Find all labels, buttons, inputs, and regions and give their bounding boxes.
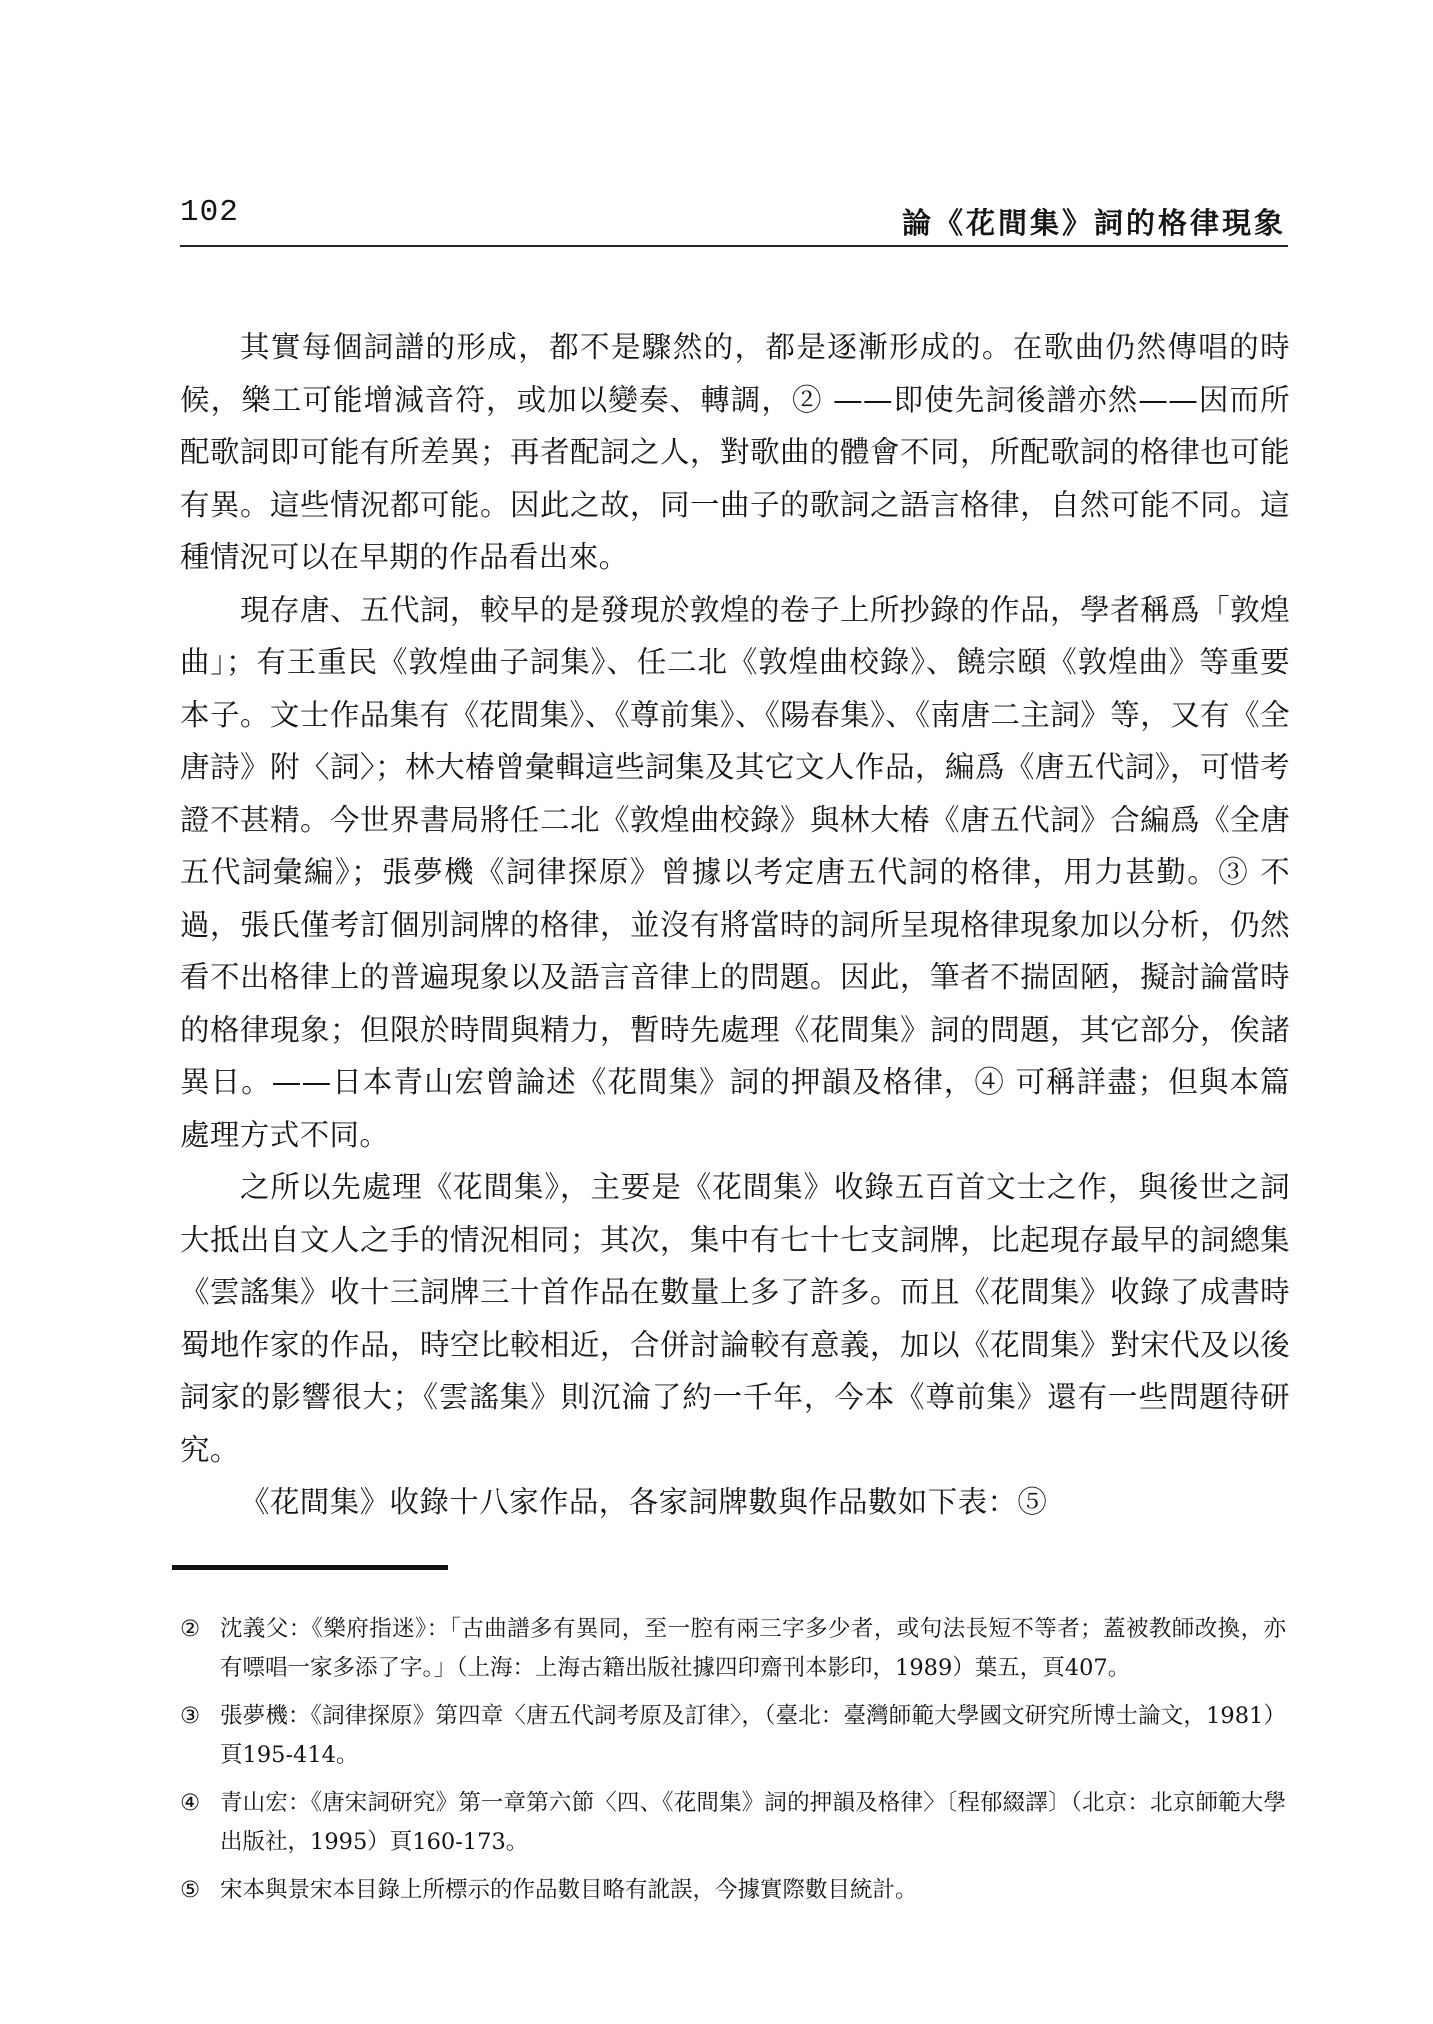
- paragraph: 之所以先處理《花間集》，主要是《花間集》收錄五百首文士之作，與後世之詞大抵出自文人之手的情況相同；其次，集中有七十七支詞牌，比起現存最早的詞總集《雲謠集》收十三詞牌三十首作品在數量上多了許多。而且《花間集》收錄了成書時蜀地作家的作品，時空比較相近，合併討論較有意義，加以《花間集》對宋代及以後詞家的影響很大；《雲謠集》則沉淪了約一千年，今本《尊前集》還有一些問題待研究。: [180, 1170, 1290, 1467]
- footnote-text: 宋本與景宋本目錄上所標示的作品數目略有訛誤，今據實際數目統計。: [220, 1877, 918, 1903]
- footnote-mark: ④: [180, 1790, 201, 1816]
- footnote-mark: ③: [180, 1703, 201, 1729]
- footnote-mark: ②: [180, 1616, 201, 1642]
- header-rule: [180, 245, 1288, 247]
- footnote-text: 沈義父：《樂府指迷》：「古曲譜多有異同，至一腔有兩三字多少者，或句法長短不等者；蓋被教師改換，亦有嘌唱一家多添了字。」（上海：上海古籍出版社據四印齋刊本影印，1989）葉五，頁407。: [220, 1616, 1286, 1681]
- footnotes: [180, 1610, 1286, 1919]
- footnote-text: 青山宏：《唐宋詞研究》第一章第六節〈四、《花間集》詞的押韻及格律〉〔程郁綴譯〕（北京：北京師範大學出版社，1995）頁160-173。: [220, 1790, 1286, 1855]
- paragraph: 其實每個詞譜的形成，都不是驟然的，都是逐漸形成的。在歌曲仍然傳唱的時候，樂工可能增減音符，或加以變奏、轉調，② ——即使先詞後譜亦然——因而所配歌詞即可能有所差異；再者配詞之人，對歌曲的體會不同，所配歌詞的格律也可能有異。這些情況都可能。因此之故，同一曲子的歌詞之語言格律，自然可能不同。這種情況可以在早期的作品看出來。: [180, 330, 1290, 574]
- footnote-mark: ⑤: [180, 1877, 201, 1903]
- footnote: [180, 1871, 1286, 1910]
- paragraph: 現存唐、五代詞，較早的是發現於敦煌的卷子上所抄錄的作品，學者稱爲「敦煌曲」；有王重民《敦煌曲子詞集》、任二北《敦煌曲校錄》、饒宗頤《敦煌曲》等重要本子。文士作品集有《花間集》、《尊前集》、《陽春集》、《南唐二主詞》等，又有《全唐詩》附〈詞〉；林大椿曾彙輯這些詞集及其它文人作品，編爲《唐五代詞》，可惜考證不甚精。今世界書局將任二北《敦煌曲校錄》與林大椿《唐五代詞》合編爲《全唐五代詞彙編》；張夢機《詞律探原》曾據以考定唐五代詞的格律，用力甚勤。③ 不過，張氏僅考訂個別詞牌的格律，並沒有將當時的詞所呈現格律現象加以分析，仍然看不出格律上的普遍現象以及語言音律上的問題。因此，筆者不揣固陋，擬討論當時的格律現象；但限於時間與精力，暫時先處理《花間集》詞的問題，其它部分，俟諸異日。——日本青山宏曾論述《花間集》詞的押韻及格律，④ 可稱詳盡；但與本篇處理方式不同。: [180, 592, 1290, 1152]
- page-number: 102: [180, 195, 239, 230]
- paragraph: 《花間集》收錄十八家作品，各家詞牌數與作品數如下表：⑤: [240, 1485, 1048, 1519]
- running-title: 論《花間集》詞的格律現象: [901, 206, 1286, 240]
- footnote-rule: [172, 1565, 448, 1570]
- body-text: [180, 321, 1290, 1529]
- footnote-text: 張夢機：《詞律探原》第四章〈唐五代詞考原及訂律〉，（臺北：臺灣師範大學國文研究所博士論文，1981）頁195-414。: [220, 1703, 1286, 1768]
- footnote: [180, 1784, 1286, 1862]
- footnote: [180, 1610, 1286, 1688]
- footnote: [180, 1697, 1286, 1775]
